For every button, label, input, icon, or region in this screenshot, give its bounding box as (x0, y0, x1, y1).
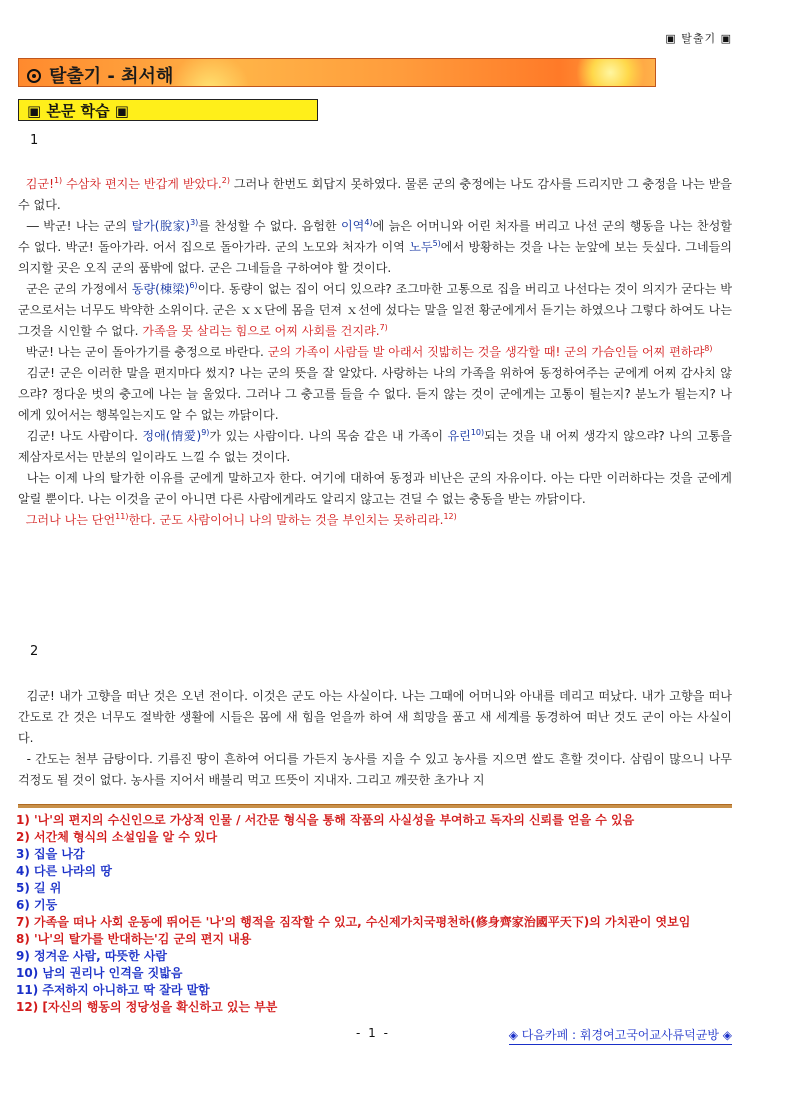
paragraph (18, 468, 732, 510)
footnote-list (16, 812, 736, 1016)
footnote-item: 5) 길 위 (16, 881, 62, 895)
footnote-item: 11) 주저하지 아니하고 딱 잘라 말함 (16, 983, 210, 997)
footnote-ref[interactable]: 1) (53, 176, 63, 185)
section-number-1: 1 (30, 133, 39, 148)
footnote-ref[interactable]: 11) (115, 512, 129, 521)
footnote-item: 7) 가족을 떠나 사회 운동에 뛰어든 '나'의 행적을 짐작할 수 있고, 수신제가치국평천하(修身齊家治國平天下)의 가치관이 엿보임 (16, 915, 691, 929)
footnote-item: 3) 집을 나감 (16, 847, 85, 861)
body-part-1 (18, 174, 732, 531)
text-run: 에서 방황하는 것을 나는 눈앞에 보는 듯싶다. 그네들의 의지할 곳은 오직 군의 품밖에 없다. 군은 그네들을 구하여야 할 것이다. (18, 240, 732, 275)
banner-title-text: 탈출기 - 최서해 (49, 66, 174, 87)
footnote-item: 8) '나'의 탈가를 반대하는'김 군의 편지 내용 (16, 932, 252, 946)
text-run: 한다. 군도 사람이어니 나의 말하는 것을 부인치는 못하리라. (128, 513, 444, 527)
footnote-ref[interactable]: 6) (189, 281, 198, 290)
text-run: 이역 (340, 219, 365, 233)
text-run: 그러나 한번도 회답지 못하였다. 물론 군의 충정에는 나도 감사를 드리지만 그 충정을 나는 받을 수 없다. (18, 177, 732, 212)
footnote-item: 9) 정겨운 사람, 따뜻한 사람 (16, 949, 168, 963)
text-run: ― 박군! 나는 군의 (26, 219, 132, 233)
text-run: 에 늙은 어머니와 어린 처자를 버리고 나선 군의 행동을 나는 찬성할 수 없다. 박군! 돌아가라. 어서 집으로 돌아가라. 군의 노모와 처자가 이역 (18, 219, 732, 254)
bullet-icon (27, 69, 41, 83)
paragraph (18, 216, 732, 279)
text-run: 그러나 나는 단언 (25, 513, 116, 527)
text-run: - 간도는 천부 금탕이다. 기름진 땅이 흔하여 어디를 가든지 농사를 지을 수 있고 농사를 지으면 쌀도 흔할 것이다. 삼림이 많으니 나무 걱정도 될 것이 없다. 농사를 지어서 배불리 먹고 뜨뜻이 지내자. 그리고 깨끗한 초가나 지 (18, 752, 732, 787)
paragraph (18, 174, 732, 216)
text-run: 김군! (25, 177, 54, 191)
footnote-ref[interactable]: 7) (379, 323, 388, 332)
footnote-ref[interactable]: 2) (221, 176, 230, 185)
paragraph (18, 363, 732, 426)
paragraph (18, 510, 732, 531)
section-number-2: 2 (30, 644, 39, 659)
title-banner (18, 58, 656, 87)
footnote-ref[interactable]: 4) (364, 218, 373, 227)
footnote-item: 2) 서간체 형식의 소설임을 알 수 있다 (16, 830, 218, 844)
text-run: 되는 것을 내 어찌 생각지 않으랴? 나의 고통을 제삼자로서는 만분의 일이라도 느낄 수 없는 것이다. (18, 429, 732, 464)
running-title: ▣ 탈출기 ▣ (665, 32, 732, 45)
text-run: 이다. 동량이 없는 집이 어디 있으랴? 조그마한 고통으로 집을 버리고 나선다는 것이 의지가 굳다는 박군으로서는 너무도 박약한 소위이다. 군은 ｘｘ단에 몸을 던져 ｘ선에 섰다는 말을 일전 황군에게서 듣기는 하였으나 그렇다 하여도 나는 그것을 시인할 수 없다. (18, 282, 732, 338)
text-run: 가족을 못 살리는 힘으로 어찌 사회를 건지랴. (142, 324, 380, 338)
footnote-ref[interactable]: 12) (443, 512, 457, 521)
footnote-item: 1) '나'의 편지의 수신인으로 가상적 인물 / 서간문 형식을 통해 작품의 사실성을 부여하고 독자의 신뢰를 얻을 수 있음 (16, 813, 635, 827)
footnote-item: 6) 기둥 (16, 898, 58, 912)
text-run: 나는 이제 나의 탈가한 이유를 군에게 말하고자 한다. 여기에 대하여 동정과 비난은 군의 자유이다. 아는 다만 이러하다는 것을 군에게 알릴 뿐이다. 나는 이것을 군이 아니면 다른 사람에게라도 알리지 않고는 견딜 수 없는 충동을 받는 까닭이다. (18, 471, 732, 506)
text-run: 박군! 나는 군이 돌아가기를 충정으로 바란다. (25, 345, 268, 359)
text-run: 김군! 군은 이러한 말을 편지마다 썼지? 나는 군의 뜻을 잘 알았다. 사랑하는 나의 가족을 위하여 동정하여주는 군에게 어찌 감사치 않으랴? 정다운 벗의 충고에 나는 늘 울었다. 그러나 그 충고를 들을 수 없다. 듣지 않는 것이 군에게는 고통이 될는지? 분노가 될는지? 나에게 있어서는 행복일는지도 알 수 없는 까닭이다. (18, 366, 732, 422)
footnote-ref[interactable]: 5) (432, 239, 441, 248)
footnote-divider (18, 804, 732, 808)
footnote-ref[interactable]: 8) (704, 344, 713, 353)
paragraph (18, 426, 732, 468)
footnote-ref[interactable]: 9) (201, 428, 210, 437)
footnote-item: 4) 다른 나라의 땅 (16, 864, 112, 878)
text-run: 김군! 내가 고향을 떠난 것은 오년 전이다. 이것은 군도 아는 사실이다. 나는 그때에 어머니와 아내를 데리고 떠났다. 내가 고향을 떠나 간도로 간 것은 너무도 절박한 생활에 시들은 몸에 새 힘을 얻을까 하여 새 희망을 품고 새 세계를 동경하여 떠난 것도 군이 아는 사실이다. (18, 689, 732, 745)
text-run: 노두 (409, 240, 433, 254)
footnote-ref[interactable]: 10) (470, 428, 485, 437)
paragraph (18, 342, 732, 363)
paragraph (18, 279, 732, 342)
section-label: ▣ 본문 학습 ▣ (18, 99, 318, 121)
text-run: 정애(情愛) (142, 429, 202, 443)
banner-title (27, 62, 173, 87)
body-part-2 (18, 686, 732, 791)
footnote-item: 12) [자신의 행동의 정당성을 확신하고 있는 부분 (16, 1000, 278, 1014)
source-link[interactable]: ◈ 다음카페 : 휘경여고국어교사류덕균방 ◈ (509, 1026, 732, 1045)
text-run: 동량(棟梁) (131, 282, 190, 296)
page-number: - 1 - (356, 1026, 390, 1040)
footnote-item: 10) 남의 권리나 인격을 짓밟음 (16, 966, 183, 980)
text-run: 김군! 나도 사람이다. (26, 429, 143, 443)
text-run: 를 찬성할 수 없다. 음험한 (198, 219, 341, 233)
text-run: 군의 가족이 사람들 발 아래서 짓밟히는 것을 생각할 때! 군의 가슴인들 어찌 편하랴 (267, 345, 705, 359)
text-run: 수삼차 편지는 반갑게 받았다. (66, 177, 222, 191)
paragraph (18, 686, 732, 749)
paragraph (18, 749, 732, 791)
text-run: 유린 (447, 429, 471, 443)
text-run: 군은 군의 가정에서 (26, 282, 132, 296)
text-run: 가 있는 사람이다. 나의 목숨 같은 내 가족이 (209, 429, 448, 443)
text-run: 탈가(脫家) (131, 219, 191, 233)
footnote-ref[interactable]: 3) (190, 218, 199, 227)
